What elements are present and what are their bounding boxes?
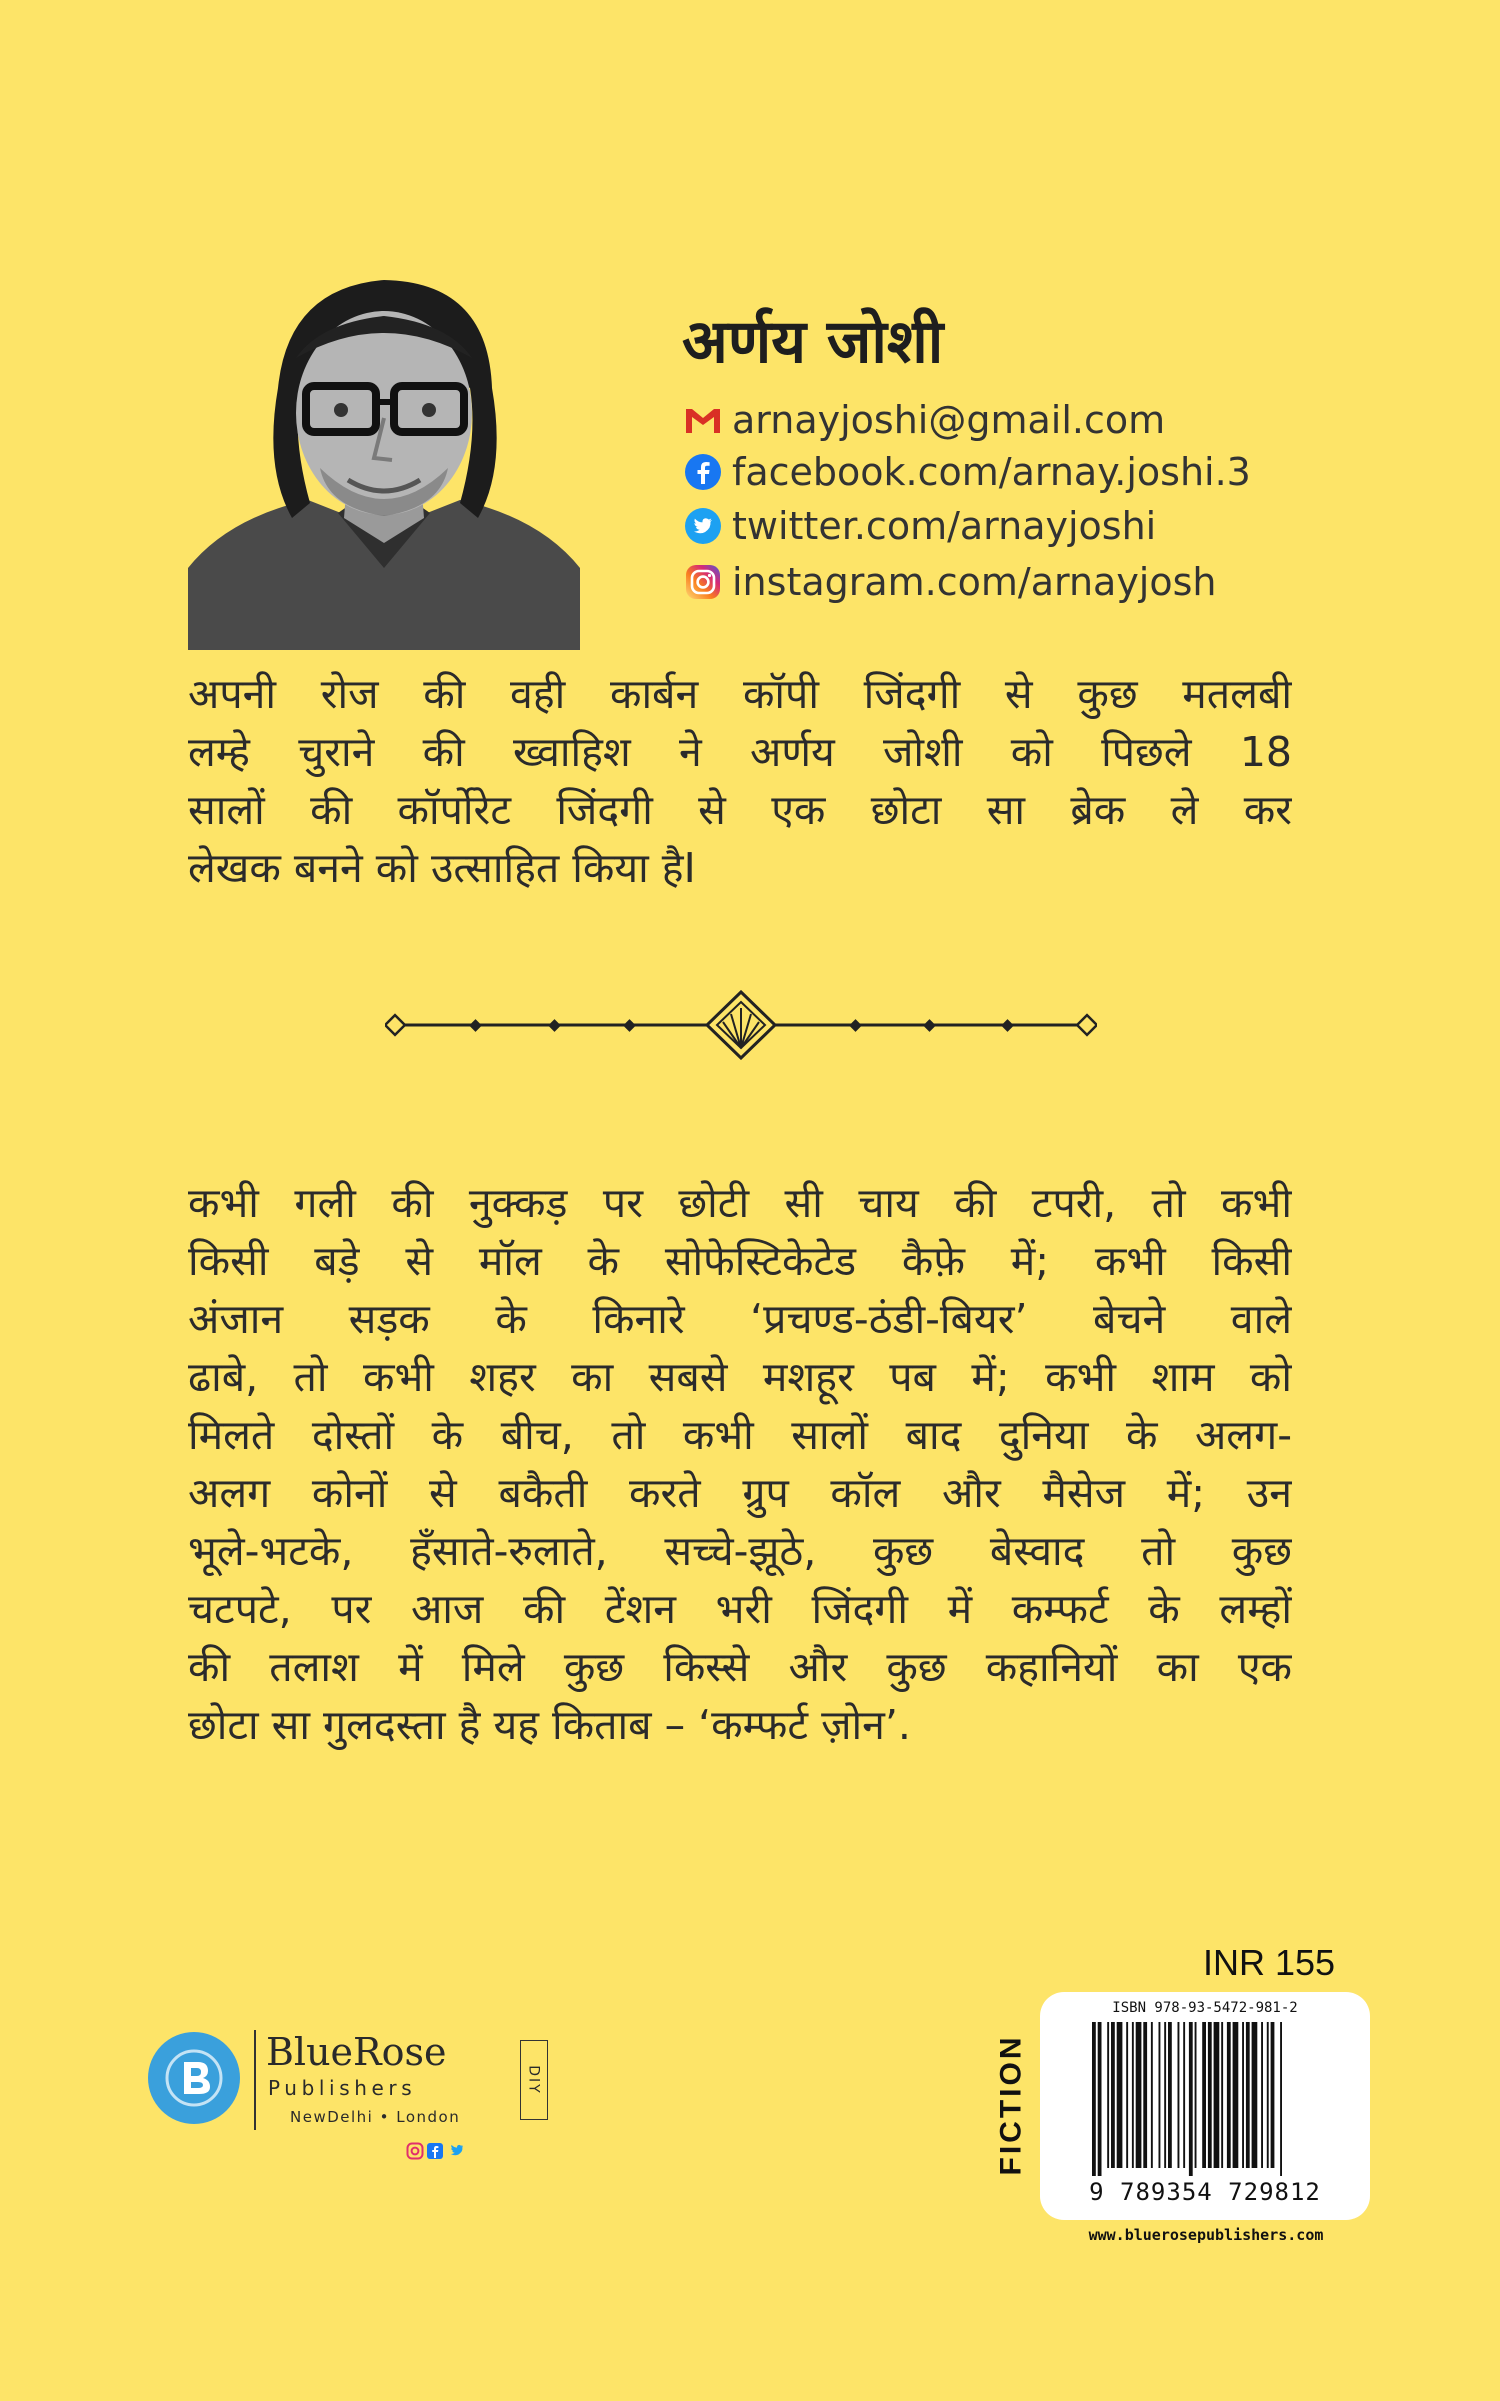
email-contact[interactable] bbox=[682, 396, 1165, 444]
barcode-bar bbox=[1208, 2022, 1212, 2168]
facebook-text: facebook.com/arnay.joshi.3 bbox=[732, 450, 1251, 494]
gmail-icon bbox=[682, 399, 724, 441]
barcode-bar bbox=[1214, 2022, 1220, 2168]
barcode-bar bbox=[1132, 2022, 1134, 2168]
barcode-bar bbox=[1143, 2022, 1147, 2168]
barcode-image bbox=[1092, 2022, 1318, 2176]
publisher-cities: NewDelhi • London bbox=[290, 2108, 461, 2126]
twitter-text: twitter.com/arnayjoshi bbox=[732, 504, 1157, 548]
publisher-social-icons bbox=[406, 2142, 464, 2164]
blurb-line: मिलते दोस्तों के बीच, तो कभी सालों बाद दुनिया के अलग- bbox=[188, 1411, 1292, 1459]
barcode-bar bbox=[1227, 2022, 1231, 2168]
barcode-bar bbox=[1136, 2022, 1142, 2168]
twitter-icon bbox=[682, 505, 724, 547]
bio-line: सालों की कॉर्पोरेट जिंदगी से एक छोटा सा ब्रेक ले कर bbox=[188, 786, 1292, 834]
barcode-bar bbox=[1126, 2022, 1128, 2168]
twitter-contact[interactable] bbox=[682, 502, 1156, 550]
barcode-bar bbox=[1107, 2022, 1109, 2168]
barcode-bar bbox=[1195, 2022, 1197, 2168]
barcode-bar bbox=[1117, 2022, 1123, 2168]
bio-line: लेखक बनने को उत्साहित किया हैI bbox=[188, 844, 696, 892]
diy-label: DIY bbox=[526, 2065, 542, 2095]
instagram-text: instagram.com/arnayjosh bbox=[732, 560, 1217, 604]
barcode-bar bbox=[1151, 2022, 1153, 2168]
diy-badge bbox=[520, 2040, 548, 2120]
genre-label: FICTION bbox=[994, 2034, 1027, 2176]
bio-line: लम्हे चुराने की ख्वाहिश ने अर्णय जोशी को पिछले 18 bbox=[188, 728, 1292, 776]
blurb-line: अलग कोनों से बकैती करते ग्रुप कॉल और मैसेज में; उन bbox=[188, 1469, 1292, 1517]
isbn-digits: 9 789354 729812 bbox=[1089, 2178, 1321, 2206]
publisher-logo bbox=[148, 2030, 558, 2165]
blurb-line: भूले-भटके, हँसाते-रुलाते, सच्चे-झूठे, कुछ बेस्वाद तो कुछ bbox=[188, 1527, 1292, 1575]
publisher-sub: Publishers bbox=[268, 2076, 417, 2100]
barcode-bar bbox=[1267, 2022, 1269, 2168]
barcode-box bbox=[1040, 1992, 1370, 2220]
instagram-icon[interactable] bbox=[406, 2142, 424, 2164]
barcode-bar bbox=[1092, 2022, 1096, 2176]
ornamental-divider bbox=[385, 990, 1097, 1060]
blurb-line: चटपटे, पर आज की टेंशन भरी जिंदगी में कम्फर्ट के लम्हों bbox=[188, 1585, 1292, 1633]
barcode-bar bbox=[1252, 2022, 1258, 2168]
barcode-bar bbox=[1178, 2022, 1180, 2168]
bluerose-b-icon bbox=[148, 2032, 240, 2124]
barcode-bar bbox=[1221, 2022, 1223, 2168]
twitter-icon[interactable] bbox=[446, 2142, 464, 2164]
genre-wrap bbox=[986, 2030, 1036, 2180]
blurb-line: ढाबे, तो कभी शहर का सबसे मशहूर पब में; कभी शाम को bbox=[188, 1353, 1292, 1401]
barcode-bar bbox=[1183, 2022, 1185, 2168]
blurb-line: कभी गली की नुक्कड़ पर छोटी सी चाय की टपरी, तो कभी bbox=[188, 1179, 1292, 1227]
logo-divider bbox=[254, 2030, 256, 2130]
barcode-bar bbox=[1261, 2022, 1263, 2168]
barcode-bar bbox=[1159, 2022, 1161, 2168]
publisher-website[interactable]: www.bluerosepublishers.com bbox=[1088, 2226, 1324, 2244]
blurb-line: अंजान सड़क के किनारे ‘प्रचण्ड-ठंडी-बियर’ बेचने वाले bbox=[188, 1295, 1292, 1343]
blurb-line: किसी बड़े से मॉल के सोफेस्टिकेटेड कैफ़े में; कभी किसी bbox=[188, 1237, 1292, 1285]
blurb-line: की तलाश में मिले कुछ किस्से और कुछ कहानियों का एक bbox=[188, 1643, 1292, 1691]
instagram-icon bbox=[682, 561, 724, 603]
bio-line: अपनी रोज की वही कार्बन कॉपी जिंदगी से कुछ मतलबी bbox=[188, 670, 1292, 718]
price-label: INR 155 bbox=[1203, 1942, 1336, 1983]
blurb-line: छोटा सा गुलदस्ता है यह किताब – ‘कम्फर्ट ज़ोन’. bbox=[188, 1701, 911, 1749]
barcode-bar bbox=[1233, 2022, 1239, 2168]
author-bio bbox=[188, 665, 1292, 897]
author-photo bbox=[188, 268, 580, 650]
author-name: अर्णय जोशी bbox=[682, 307, 944, 377]
publisher-brand: BlueRose bbox=[266, 2030, 447, 2074]
barcode-bar bbox=[1189, 2022, 1193, 2176]
instagram-contact[interactable] bbox=[682, 558, 1217, 606]
barcode-bar bbox=[1271, 2022, 1275, 2168]
facebook-contact[interactable] bbox=[682, 448, 1251, 496]
facebook-icon[interactable] bbox=[426, 2142, 444, 2164]
barcode-bar bbox=[1246, 2022, 1250, 2168]
isbn-label: ISBN 978-93-5472-981-2 bbox=[1112, 2000, 1298, 2016]
barcode-bar bbox=[1168, 2022, 1172, 2168]
barcode-bar bbox=[1280, 2022, 1282, 2176]
barcode-bar bbox=[1164, 2022, 1166, 2168]
facebook-icon bbox=[682, 451, 724, 493]
barcode-bar bbox=[1202, 2022, 1206, 2168]
barcode-bar bbox=[1242, 2022, 1244, 2168]
barcode-bar bbox=[1111, 2022, 1115, 2168]
barcode-bar bbox=[1098, 2022, 1102, 2176]
email-text: arnayjoshi@gmail.com bbox=[732, 398, 1166, 442]
book-blurb bbox=[188, 1174, 1292, 1754]
